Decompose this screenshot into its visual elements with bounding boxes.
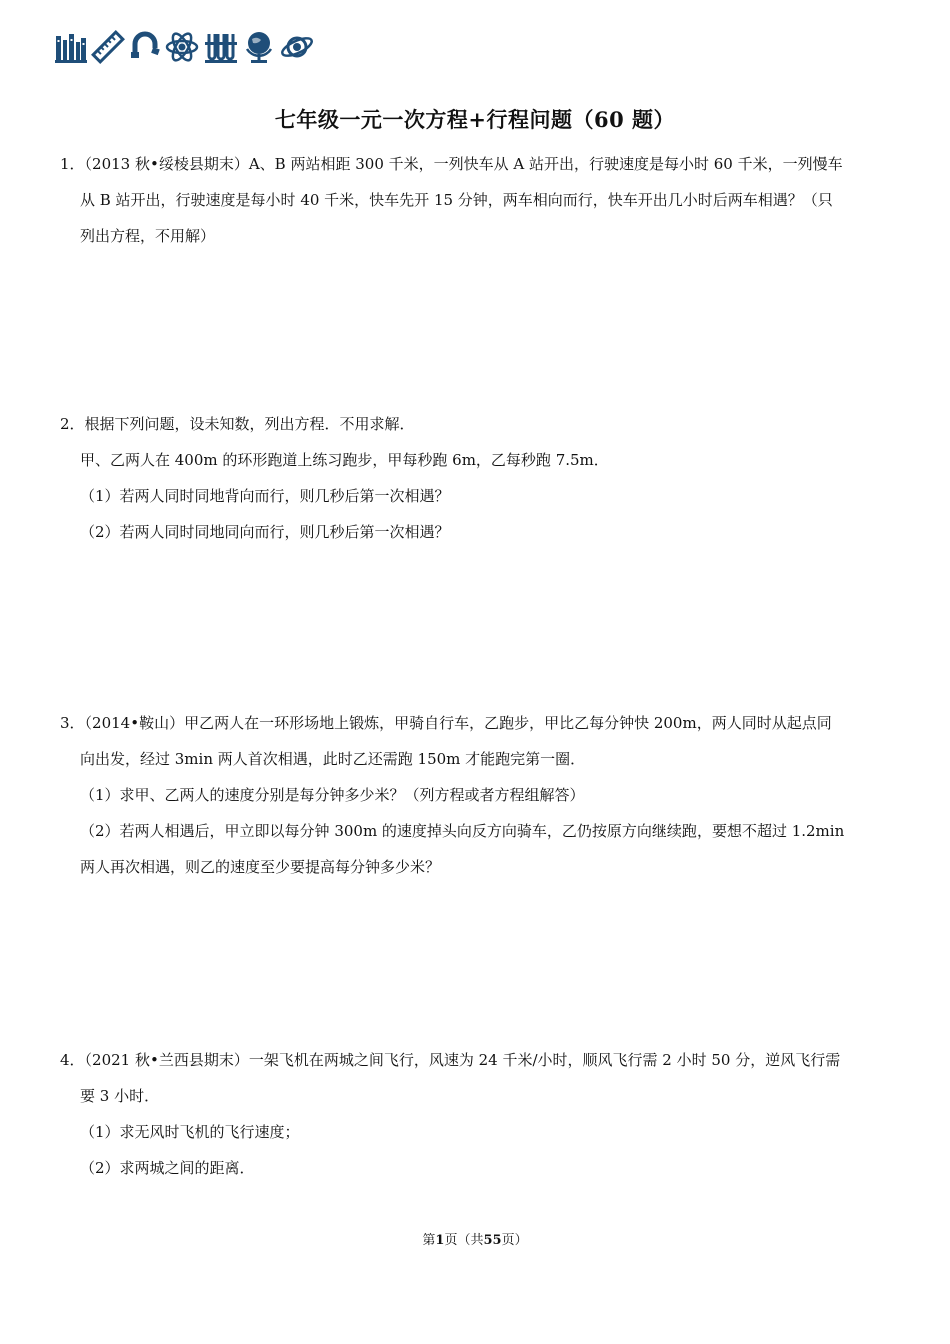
footer-suffix: 页） — [501, 1233, 528, 1248]
question-2-line-4: （2）若两人同时同地同向而行，则几秒后第一次相遇？ — [80, 523, 450, 541]
magnet-icon — [129, 30, 161, 64]
question-1-line-2: 从 B 站开出，行驶速度是每小时 40 千米，快车先开 15 分钟，两车相向而行，快车开出几小时后两车相遇？（只 — [80, 191, 833, 209]
question-3-line-3: （1）求甲、乙两人的速度分别是每分钟多少米？（列方程或者方程组解答） — [80, 786, 585, 804]
question-1-line-3: 列出方程，不用解） — [80, 227, 216, 245]
footer-page-number: 1 — [435, 1233, 445, 1248]
planet-icon — [279, 30, 315, 64]
question-3-line-4: （2）若两人相遇后，甲立即以每分钟 300m 的速度掉头向反方向骑车，乙仍按原方向继续跑，要想不超过 1.2min — [80, 822, 845, 840]
question-1-line-1: 1．（2013 秋•绥棱县期末）A、B 两站相距 300 千米，一列快车从 A 站开出，行驶速度是每小时 60 千米，一列慢车 — [60, 155, 843, 173]
question-4-line-4: （2）求两城之间的距离． — [80, 1159, 255, 1177]
atom-icon — [165, 30, 199, 64]
question-1 — [60, 146, 895, 254]
question-4-line-3: （1）求无风时飞机的飞行速度； — [80, 1123, 300, 1141]
test-tubes-icon — [203, 30, 239, 64]
globe-icon — [243, 29, 275, 65]
question-4-line-2: 要 3 小时． — [80, 1087, 160, 1105]
page-title: 七年级一元一次方程+行程问题（60 题） — [274, 107, 676, 132]
question-3-line-5: 两人再次相遇，则乙的速度至少要提高每分钟多少米？ — [80, 858, 441, 876]
page-footer — [0, 1229, 950, 1248]
question-3-line-2: 向出发，经过 3min 两人首次相遇，此时乙还需跑 150m 才能跑完第一圈． — [80, 750, 586, 768]
question-2-line-2: 甲、乙两人在 400m 的环形跑道上练习跑步，甲每秒跑 6m，乙每秒跑 7.5m． — [80, 451, 609, 469]
question-2-line-3: （1）若两人同时同地背向而行，则几秒后第一次相遇？ — [80, 487, 450, 505]
question-3 — [60, 705, 895, 885]
footer-prefix: 第 — [422, 1233, 436, 1248]
footer-total-pages: 55 — [483, 1233, 502, 1248]
question-3-line-1: 3．（2014•鞍山）甲乙两人在一环形场地上锻炼，甲骑自行车，乙跑步，甲比乙每分钟快 200m，两人同时从起点同 — [60, 714, 832, 732]
question-2 — [60, 406, 895, 550]
question-4-line-1: 4．（2021 秋•兰西县期末）一架飞机在两城之间飞行，风速为 24 千米/小时，顺风飞行需 2 小时 50 分，逆风飞行需 — [60, 1051, 841, 1069]
footer-middle: 页（共 — [444, 1233, 484, 1248]
ruler-icon — [91, 30, 125, 64]
header-icon-strip — [55, 28, 315, 66]
question-4 — [60, 1042, 895, 1186]
question-2-line-1: 2．根据下列问题，设未知数，列出方程．不用求解． — [60, 415, 415, 433]
books-icon — [55, 30, 87, 64]
